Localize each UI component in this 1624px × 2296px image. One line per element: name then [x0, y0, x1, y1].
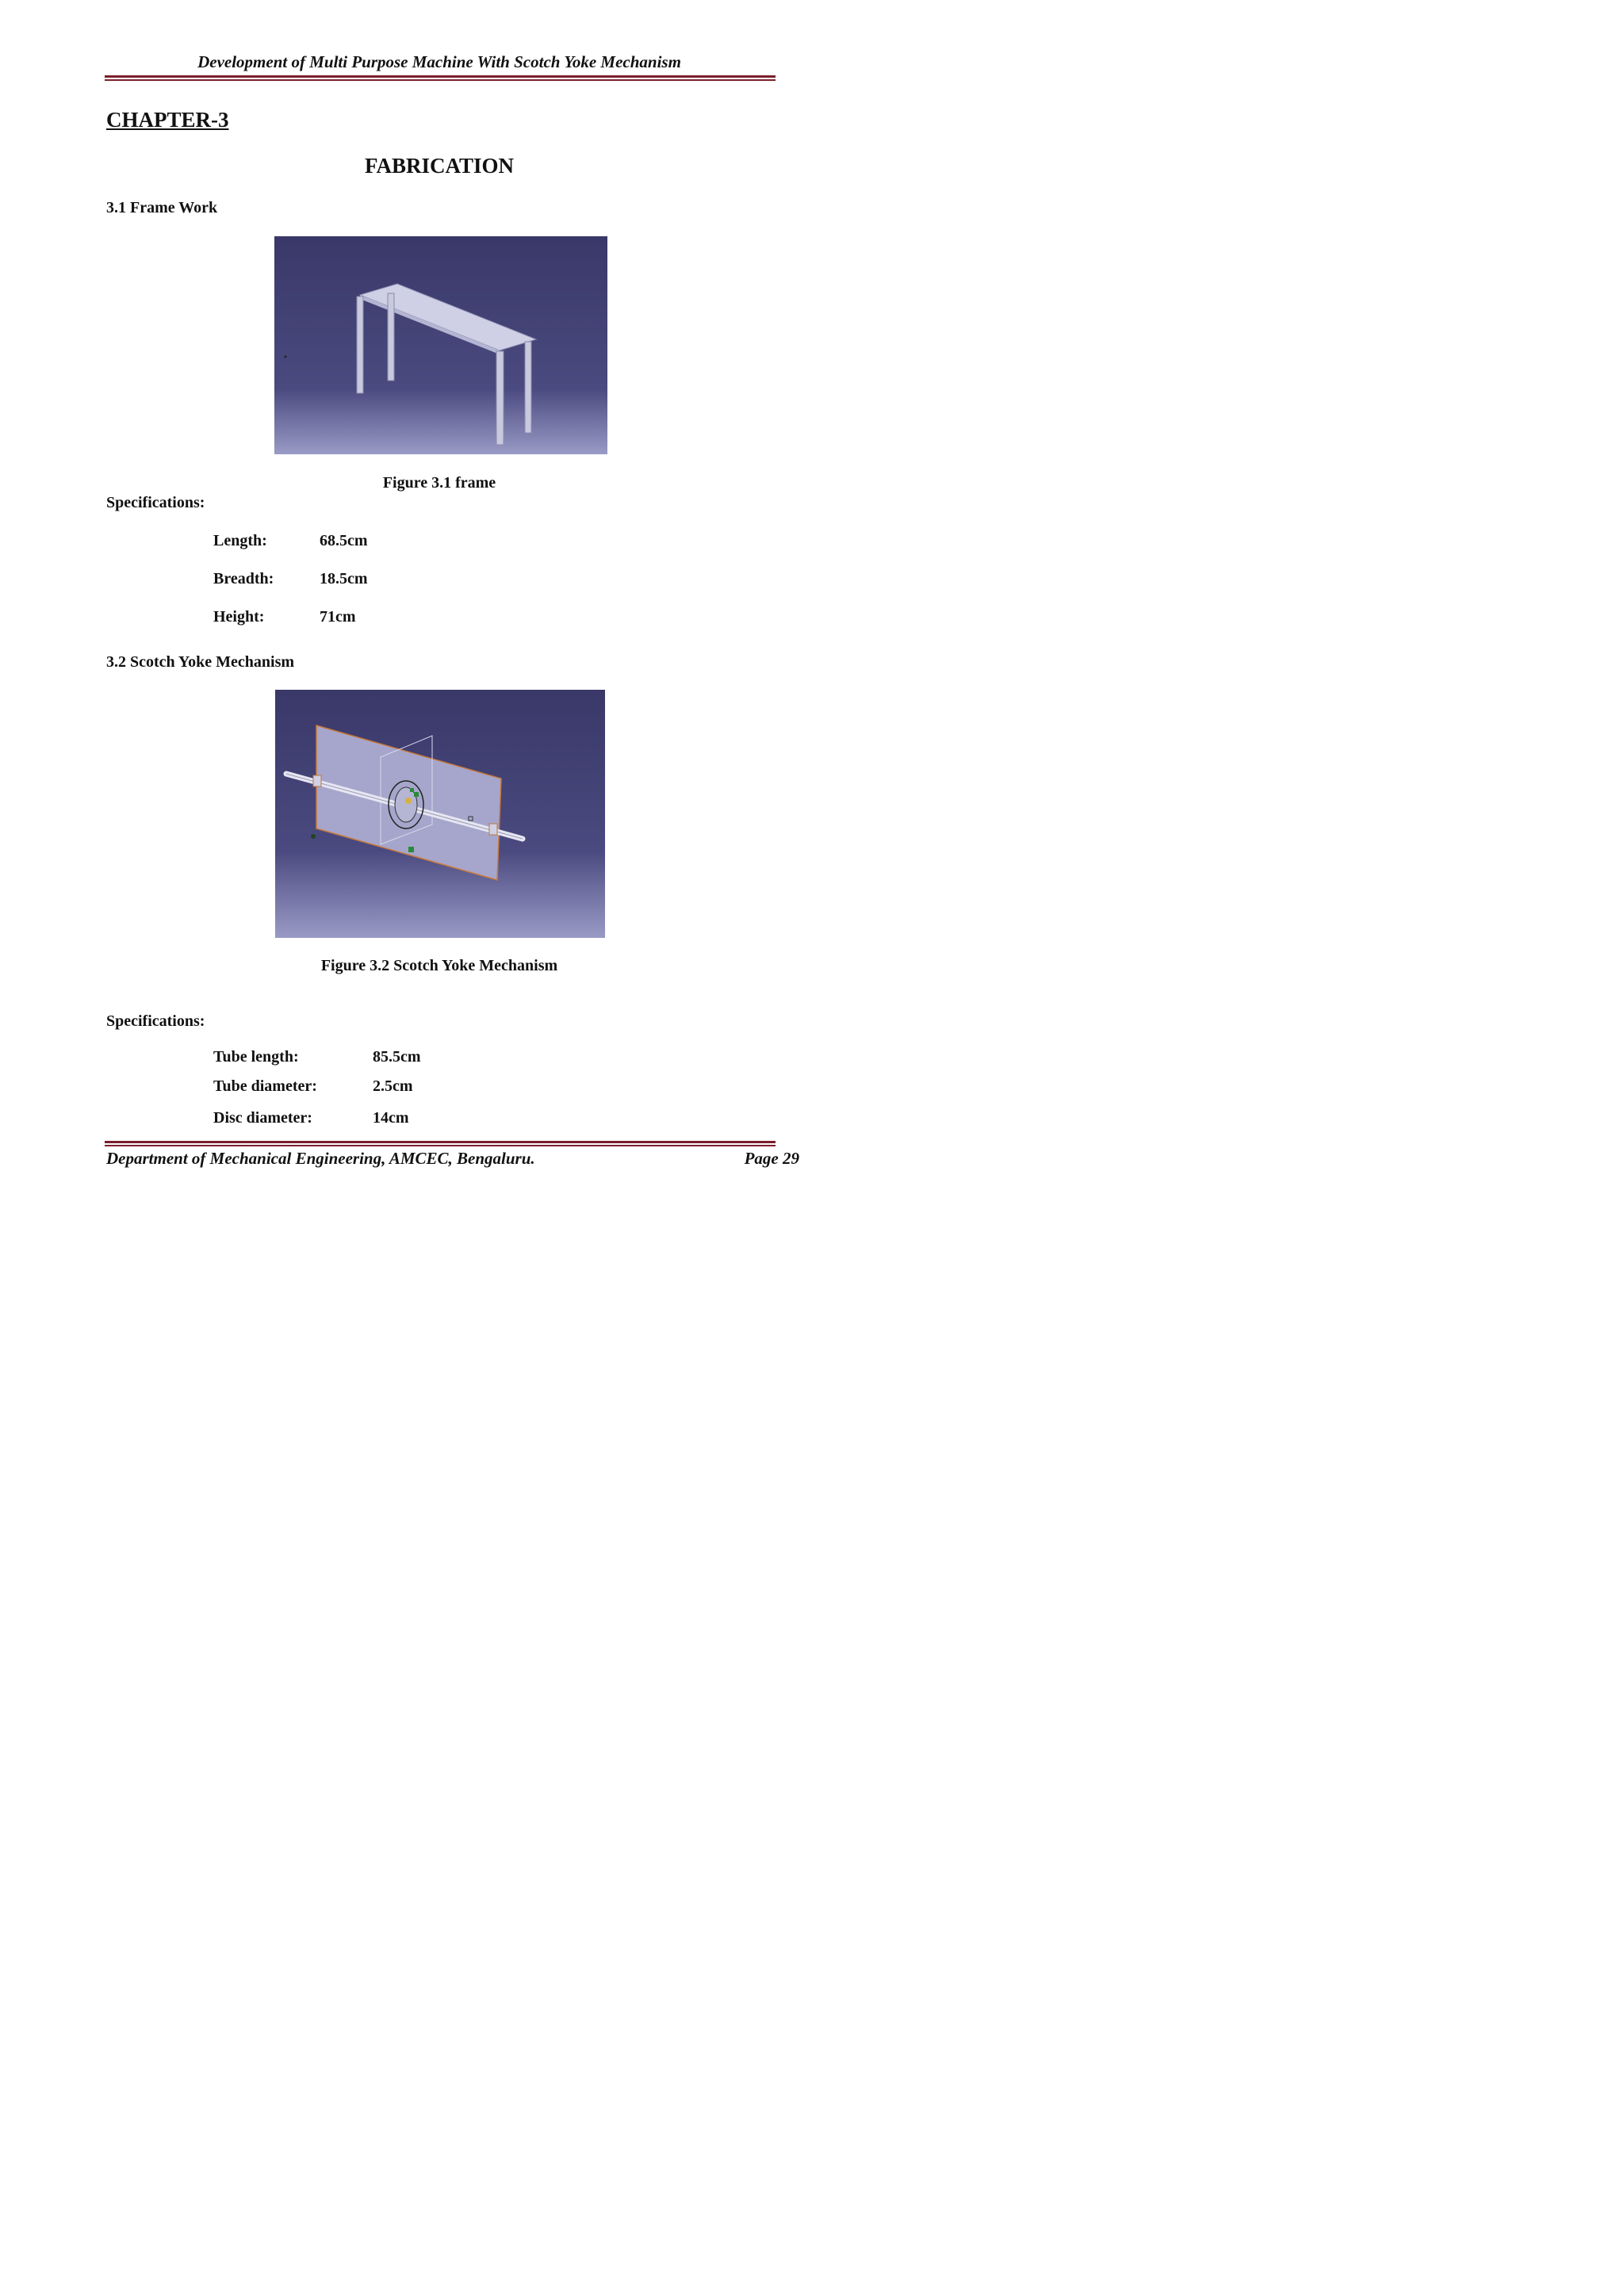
spec-label-tube-length: Tube length:	[213, 1048, 299, 1066]
spec-heading-frame: Specifications:	[106, 494, 205, 511]
chapter-title: FABRICATION	[364, 154, 514, 178]
figure-scotch-yoke-image	[275, 690, 605, 938]
spec-label-disc-diameter: Disc diameter:	[213, 1109, 312, 1127]
footer-rule	[105, 1141, 776, 1143]
figure-frame-image	[274, 236, 607, 454]
figure-caption-frame: Figure 3.1 frame	[382, 474, 496, 492]
spec-label-height: Height:	[213, 608, 265, 626]
running-header: Development of Multi Purpose Machine With Scotch Yoke Mechanism	[197, 52, 681, 71]
section-heading-frame-work: 3.1 Frame Work	[106, 199, 218, 216]
header-rule	[105, 75, 776, 78]
section-heading-scotch-yoke: 3.2 Scotch Yoke Mechanism	[106, 653, 295, 671]
chapter-label: CHAPTER-3	[106, 108, 229, 132]
spec-value-breadth: 18.5cm	[320, 570, 368, 587]
footer-rule-thin	[105, 1145, 776, 1146]
spec-value-height: 71cm	[320, 608, 356, 626]
spec-label-tube-diameter: Tube diameter:	[213, 1077, 317, 1095]
spec-value-length: 68.5cm	[320, 532, 368, 549]
page-number: Page 29	[744, 1149, 799, 1168]
spec-value-tube-diameter: 2.5cm	[373, 1077, 413, 1095]
footer-department: Department of Mechanical Engineering, AMCEC, Bengaluru.	[106, 1149, 535, 1168]
header-rule-thin	[105, 79, 776, 81]
spec-value-tube-length: 85.5cm	[373, 1048, 421, 1066]
figure-caption-scotch-yoke: Figure 3.2 Scotch Yoke Mechanism	[320, 957, 558, 974]
spec-label-breadth: Breadth:	[213, 570, 274, 587]
spec-value-disc-diameter: 14cm	[373, 1109, 409, 1127]
spec-label-length: Length:	[213, 532, 267, 549]
spec-heading-scotch-yoke: Specifications:	[106, 1012, 205, 1030]
